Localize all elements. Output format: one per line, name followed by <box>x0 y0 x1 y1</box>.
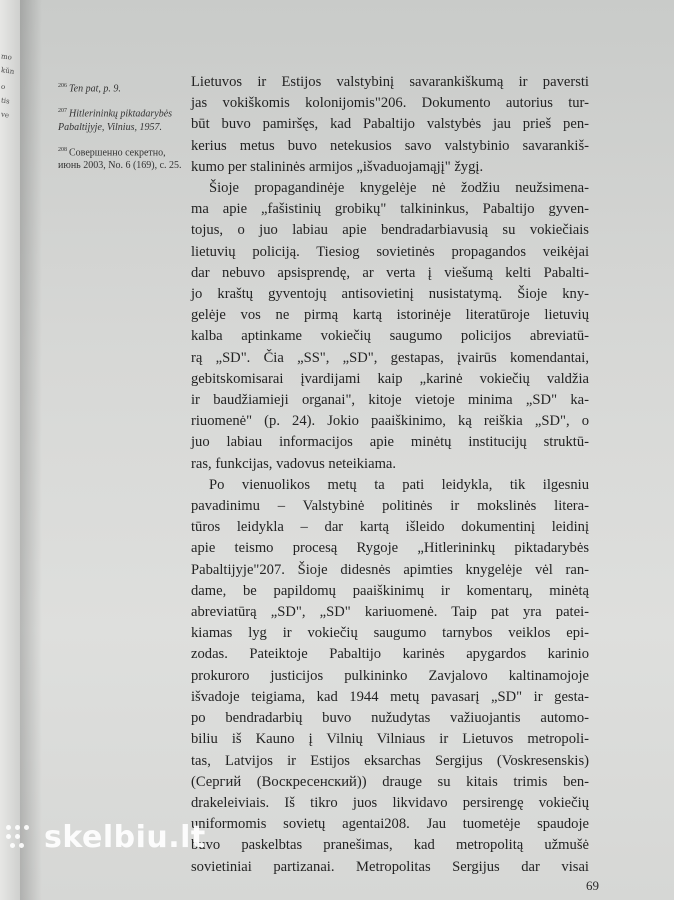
text-line: gelėje vos ne pirmą kartą istorinėje literatūroje lietuvių <box>191 307 589 324</box>
text-line: kerius metus buvo netekusios savo valstybinio savarankiš- <box>191 137 589 154</box>
text-line: kalba aptinkame vokiečių saugumo policijos abreviatū- <box>191 328 589 345</box>
footnote-number: 207 <box>58 108 67 115</box>
footnotes-column <box>58 80 188 182</box>
watermark-text: skelbiu.lt <box>44 820 206 855</box>
gutter-shadow <box>20 0 42 900</box>
left-page-edge <box>0 0 20 900</box>
text-line: tojus, o juo labiau apie bendradarbiavusią su vokiečiais <box>191 222 589 239</box>
footnote-text: Ten pat, p. 9. <box>69 83 121 95</box>
text-line: juo labiau informacijos apie minėtų institucijų struktū- <box>191 434 589 451</box>
footnote-number: 206 <box>58 83 67 89</box>
text-line: pavadinimu – Valstybinė politinės ir mokslinės litera- <box>191 498 589 515</box>
text-line: jas vokiškomis kolonijomis"206. Dokumento autorius tur- <box>191 95 589 112</box>
left-page-fragment: ve <box>0 110 10 120</box>
left-page-fragment: kŭn <box>0 66 15 76</box>
text-line: po bendradarbių buvo nužudytas važiuojantis automo- <box>191 710 589 727</box>
footnote <box>58 144 188 172</box>
text-line: riuomenė" (p. 24). Jokio paaiškinimo, ką reiškia „SD", o <box>191 413 589 430</box>
text-line: Šioje propagandinėje knygelėje nė žodžiu neužsimena- <box>209 180 589 197</box>
footnote-number: 208 <box>58 146 67 153</box>
footnote-text: Hitlerininkų piktadarybės Pabaltijyje, Vilnius, 1957. <box>58 108 173 133</box>
text-line: ras, funkcijas, vadovus neteikiama. <box>191 455 397 472</box>
text-line: rą „SD". Čia „SS", „SD", gestapas, įvairūs komendantai, <box>191 349 589 366</box>
text-line: dame, be papildomų paaiškinimų ir komentarų, minėtą <box>191 582 589 599</box>
text-line: (Сергий (Воскресенский)) drauge su kitais trimis ben- <box>191 773 589 790</box>
text-line: buvo paskelbtas pranešimas, kad metropolitą užmušė <box>191 837 589 854</box>
text-line: sovietiniai partizanai. Metropolitas Sergijus dar visai <box>191 858 589 875</box>
text-line: zodas. Pateiktoje Pabaltijo karinės apygardos karinio <box>191 646 589 663</box>
footnote <box>58 80 188 95</box>
page-number: 69 <box>586 878 599 893</box>
text-line: apie teismo procesą Rygoje „Hitlerininkų piktadarybės <box>191 540 589 557</box>
text-line: išvadoje teigiama, kad 1944 metų pavasarį „SD" ir gesta- <box>191 688 589 705</box>
text-line: dar nebuvo apsisprendę, ar verta į viešumą kelti Pabalti- <box>191 264 589 281</box>
footnote-text: Совершенно секретно, июнь 2003, No. 6 (169), c. 25. <box>58 146 182 171</box>
text-line: prokuroro justicijos pulkininko Zavjalovo kaltinamojoje <box>191 667 589 684</box>
text-line: gebitskomisarai įvardijami kaip „karinė vokiečių valdžia <box>191 370 589 387</box>
text-line: kumo per stalininės armijos „išvaduojamąjį" žygį. <box>191 158 484 175</box>
text-line: tas, Latvijos ir Estijos eksarchas Sergijus (Voskresenskis) <box>191 752 589 769</box>
text-line: ma apie „fašistinių grobikų" talkininkus, Pabaltijo gyven- <box>191 201 589 218</box>
text-line: Po vienuolikos metų ta pati leidykla, tik ilgesniu <box>209 476 589 493</box>
footnote <box>58 105 188 133</box>
left-page-fragment: mo <box>0 52 13 62</box>
dots-logo-icon <box>6 825 36 851</box>
text-line: kiamas lyg ir vokiečių saugumo tarnybos veiklos epi- <box>191 625 589 642</box>
text-line: tūros leidykla – dar kartą išleido dokumentinį leidinį <box>191 519 589 536</box>
text-line: drakeleiviais. Iš tikro juos likvidavo persirengę vokiečių <box>191 794 589 811</box>
text-line: Lietuvos ir Estijos valstybinį savarankiškumą ir paversti <box>191 74 589 90</box>
text-line: uniformomis sovietų agentai208. Jau tuometėje spaudoje <box>191 816 589 833</box>
text-line: abreviatūrą „SD", „SD" kariuomenė. Taip pat yra patei- <box>191 604 589 621</box>
text-line: jo kraštų gyventojų antisovietinį nusistatymą. Šioje kny- <box>191 286 589 303</box>
text-line: lietuvių policiją. Tiesiog sovietinės propagandos veikėjai <box>191 243 589 260</box>
watermark <box>6 820 206 855</box>
left-page-fragment: o <box>0 82 6 92</box>
text-line: biliu iš Kauno į Vilnių Vilniaus ir Lietuvos metropoli- <box>191 731 589 748</box>
left-page-fragment: tis <box>0 96 11 106</box>
text-line: būt buvo pamiršęs, kad Pabaltijo valstybės jau prieš pen- <box>191 116 589 133</box>
text-line: ir baudžiamieji organai", kitoje vietoje minima „SD" ka- <box>191 392 589 409</box>
book-page <box>20 0 674 900</box>
main-text <box>191 72 589 878</box>
text-line: Pabaltijyje"207. Šioje didesnės apimties knygelėje vėl ran- <box>191 561 589 578</box>
